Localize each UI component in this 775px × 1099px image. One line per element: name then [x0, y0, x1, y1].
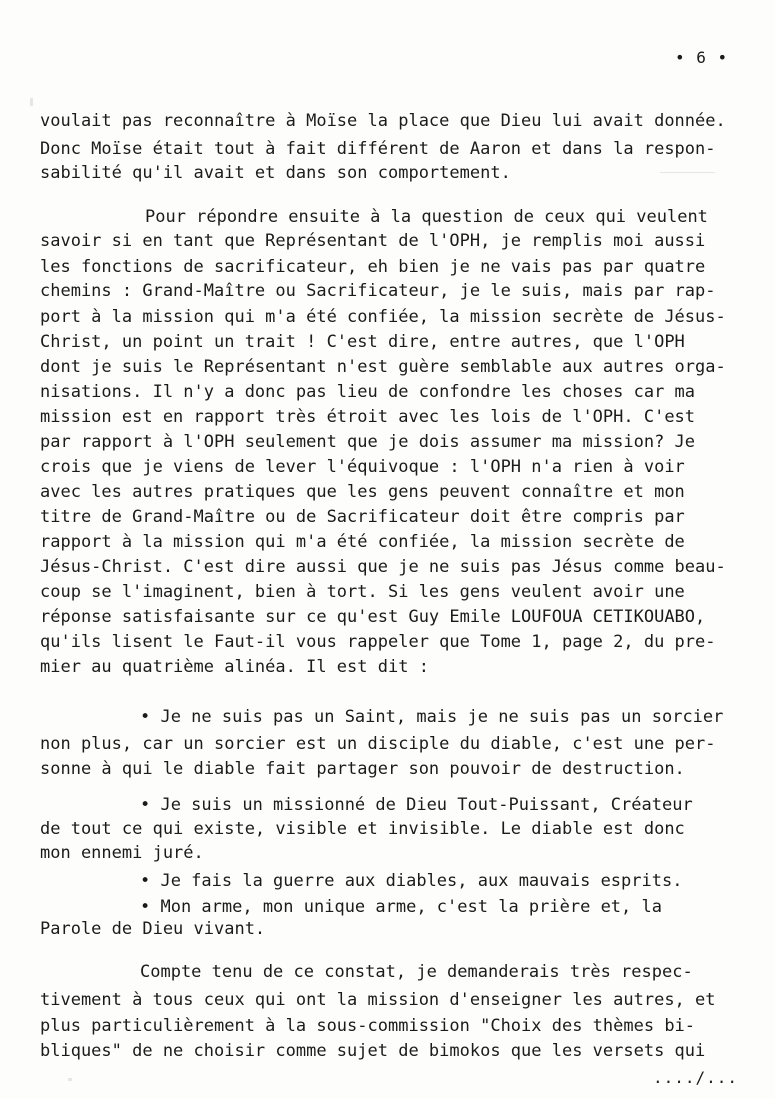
scan-artifact	[660, 172, 715, 173]
quote-line: • Mon arme, mon unique arme, c'est la prière et, la	[140, 897, 662, 917]
quote-line: • Je suis un missionné de Dieu Tout-Puissant, Créateur	[140, 795, 693, 815]
text-line: les fonctions de sacrificateur, eh bien je ne vais pas par quatre	[40, 257, 706, 277]
text-line: bliques" de ne choisir comme sujet de bimokos que les versets qui	[40, 1041, 706, 1061]
text-line: crois que je viens de lever l'équivoque : l'OPH n'a rien à voir	[40, 457, 685, 477]
quote-line: non plus, car un sorcier est un disciple du diable, c'est une per-	[40, 734, 716, 754]
quote-line: mon ennemi juré.	[40, 843, 204, 863]
text-line: Pour répondre ensuite à la question de ceux qui veulent	[145, 207, 708, 227]
continuation-marker: ..../...	[653, 1068, 739, 1087]
text-line: titre de Grand-Maître ou de Sacrificateur doit être compris par	[40, 507, 685, 527]
text-line: sabilité qu'il avait et dans son comportement.	[40, 163, 511, 183]
text-line: chemins : Grand-Maître ou Sacrificateur, je le suis, mais par rap-	[40, 281, 716, 301]
text-line: plus particulièrement à la sous-commission "Choix des thèmes bi-	[40, 1016, 696, 1036]
text-line: savoir si en tant que Représentant de l'OPH, je remplis moi aussi	[40, 231, 706, 251]
quote-line: sonne à qui le diable fait partager son pouvoir de destruction.	[40, 759, 685, 779]
text-line: dont je suis le Représentant n'est guère semblable aux autres orga-	[40, 357, 726, 377]
text-line: mier au quatrième alinéa. Il est dit :	[40, 657, 429, 677]
text-line: Jésus-Christ. C'est dire aussi que je ne suis pas Jésus comme beau-	[40, 557, 726, 577]
text-line: Compte tenu de ce constat, je demanderais très respec-	[140, 962, 693, 982]
text-line: avec les autres pratiques que les gens peuvent connaître et mon	[40, 482, 685, 502]
text-line: rapport à la mission qui m'a été confiée, la mission secrète de	[40, 532, 685, 552]
text-line: coup se l'imaginent, bien à tort. Si les gens veulent avoir une	[40, 582, 685, 602]
quote-line: de tout ce qui existe, visible et invisible. Le diable est donc	[40, 819, 685, 839]
text-line: Donc Moïse était tout à fait différent de Aaron et dans la respon-	[40, 139, 716, 159]
text-line: réponse satisfaisante sur ce qu'est Guy Emile LOUFOUA CETIKOUABO,	[40, 607, 706, 627]
text-line: nisations. Il n'y a donc pas lieu de confondre les choses car ma	[40, 382, 696, 402]
text-line: port à la mission qui m'a été confiée, la mission secrète de Jésus-	[40, 307, 726, 327]
text-line: qu'ils lisent le Faut-il vous rappeler que Tome 1, page 2, du pre-	[40, 632, 716, 652]
text-line: Christ, un point un trait ! C'est dire, entre autres, que l'OPH	[40, 332, 685, 352]
text-line: tivement à tous ceux qui ont la mission d'enseigner les autres, et	[40, 990, 716, 1010]
scan-artifact	[30, 98, 33, 106]
quote-line: Parole de Dieu vivant.	[40, 919, 266, 939]
text-line: mission est en rapport très étroit avec les lois de l'OPH. C'est	[40, 407, 696, 427]
text-line: par rapport à l'OPH seulement que je dois assumer ma mission? Je	[40, 432, 696, 452]
quote-line: • Je fais la guerre aux diables, aux mauvais esprits.	[140, 871, 683, 891]
scan-artifact	[68, 1078, 72, 1081]
page-number: • 6 •	[675, 48, 729, 67]
quote-line: • Je ne suis pas un Saint, mais je ne suis pas un sorcier	[140, 707, 724, 727]
text-line: voulait pas reconnaître à Moïse la place que Dieu lui avait donnée.	[40, 111, 726, 131]
